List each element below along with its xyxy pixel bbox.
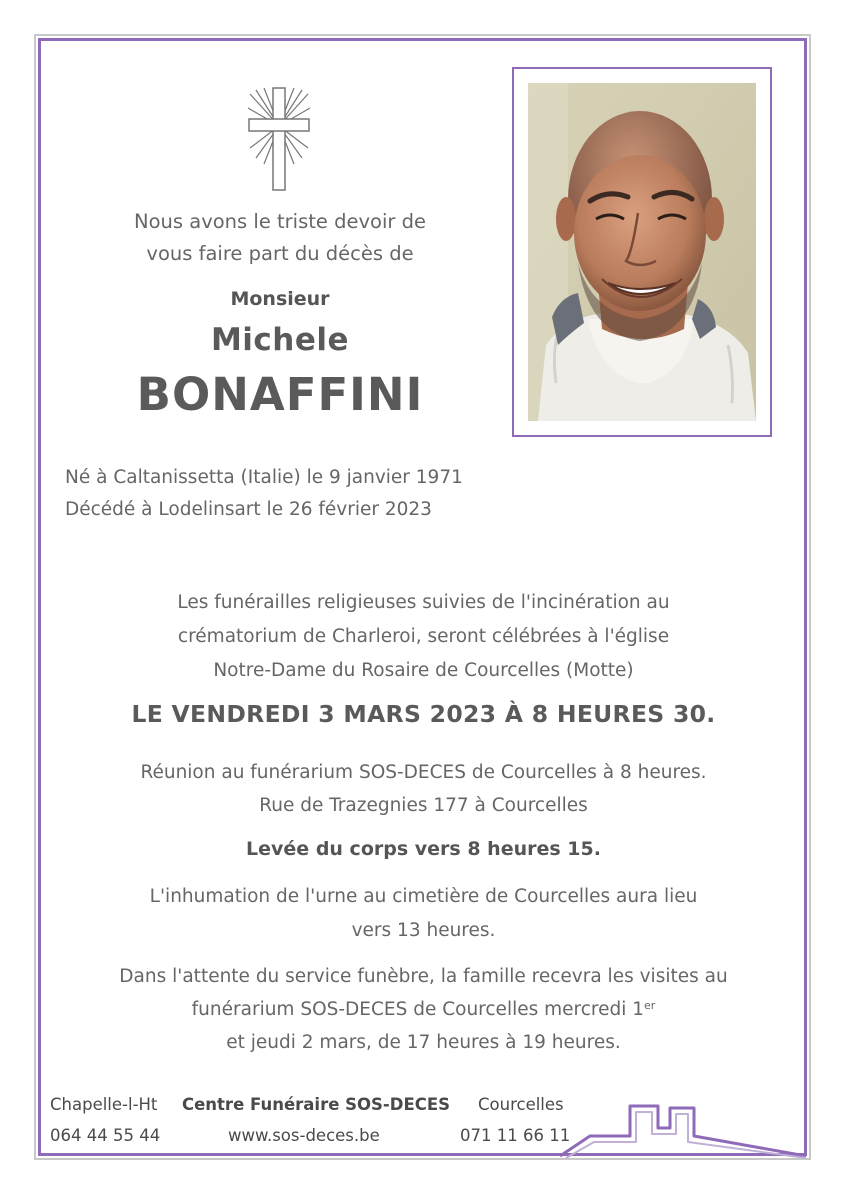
footer-company-name: Centre Funéraire SOS-DECES [182,1095,451,1114]
inhumation-line-2: vers 13 heures. [351,920,496,941]
funeral-info [60,586,787,688]
life-dates [65,462,463,526]
footer-right-phone: 071 11 66 11 [460,1126,571,1145]
funeral-home-logo-icon [560,1100,810,1160]
intro-line-1: Nous avons le triste devoir de [134,210,426,233]
birth-info: Né à Caltanissetta (Italie) le 9 janvier 1971 [65,467,463,488]
radiant-cross-icon [244,86,314,192]
visits-line-2 [44,993,803,1026]
intro-line-2: vous faire part du décès de [146,242,414,265]
inhumation-line-1: L'inhumation de l'urne au cimetière de Courcelles aura lieu [149,886,698,907]
portrait-frame [512,67,772,437]
deceased-last-name: BONAFFINI [136,368,424,421]
deceased-title: Monsieur [230,288,330,310]
reunion-line-1: Réunion au funérarium SOS-DECES de Courcelles à 8 heures. [140,762,707,783]
intro-text [90,206,470,270]
reunion-line-2: Rue de Trazegnies 177 à Courcelles [259,795,588,816]
funeral-line-1: Les funérailles religieuses suivies de l'incinération au [177,592,670,613]
footer-right-town: Courcelles [478,1095,564,1114]
inhumation-info [44,880,803,948]
deceased-first-name: Michele [210,322,350,358]
footer-left-phone: 064 44 55 44 [50,1126,161,1145]
visits-line-2-text: funérarium SOS-DECES de Courcelles mercredi 1 [191,999,645,1020]
visits-info [44,960,803,1059]
visits-ordinal-suffix: er [644,999,656,1012]
death-info: Décédé à Lodelinsart le 26 février 2023 [65,499,432,520]
funeral-line-2: crématorium de Charleroi, seront célébrées à l'église [177,626,670,647]
ceremony-date: LE VENDREDI 3 MARS 2023 À 8 HEURES 30. [131,700,716,728]
visits-line-1: Dans l'attente du service funèbre, la famille recevra les visites au [119,966,728,987]
reunion-info [44,756,803,822]
funeral-line-3: Notre-Dame du Rosaire de Courcelles (Motte) [213,660,634,681]
visits-line-3: et jeudi 2 mars, de 17 heures à 19 heures. [226,1032,621,1053]
levee-info: Levée du corps vers 8 heures 15. [246,838,601,860]
portrait-photo [528,83,756,421]
footer-left-town: Chapelle-l-Ht [50,1095,158,1114]
footer-website-link[interactable]: www.sos-deces.be [228,1126,380,1145]
